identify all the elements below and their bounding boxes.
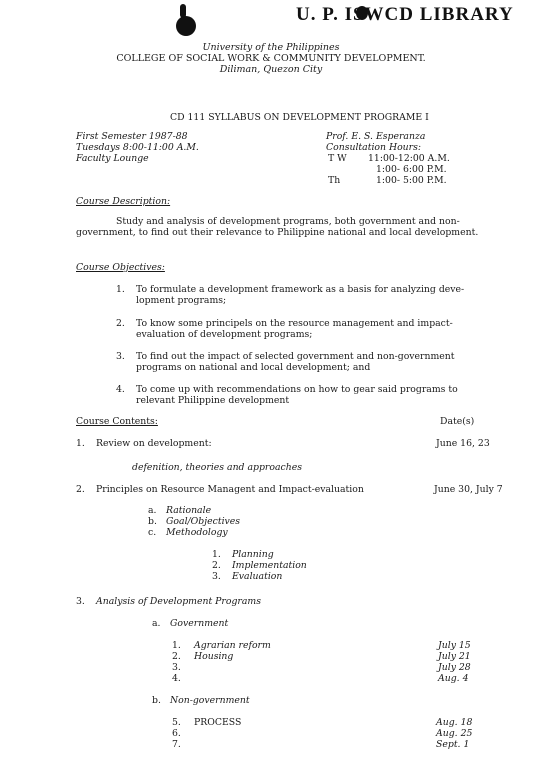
ink-blot — [180, 4, 186, 18]
dates-heading: Date(s) — [440, 416, 475, 427]
program-date: July 21 — [438, 651, 471, 662]
program-date: Aug. 18 — [436, 717, 473, 728]
sub-item: Rationale — [166, 505, 212, 516]
objective-line: programs on national and local development; and — [136, 362, 371, 373]
program-number: 7. — [172, 739, 181, 750]
sub-letter: b. — [152, 695, 161, 706]
program-date: July 15 — [438, 640, 471, 651]
sub-letter: a. — [152, 618, 161, 629]
sub-item: Goal/Objectives — [166, 516, 241, 527]
objective-line: relevant Philippine development — [136, 395, 290, 406]
content-number: 2. — [76, 484, 85, 495]
objectives-heading: Course Objectives: — [76, 262, 165, 273]
content-number: 1. — [76, 438, 85, 449]
objective-number: 3. — [116, 351, 125, 362]
schedule-info: Tuesdays 8:00-11:00 A.M. — [76, 142, 199, 153]
program-date: Aug. 25 — [436, 728, 473, 739]
program-number: 4. — [172, 673, 181, 684]
program-number: 6. — [172, 728, 181, 739]
step-item: Planning — [232, 549, 274, 560]
objective-line: To come up with recommendations on how to gear said programs to — [136, 384, 458, 395]
content-date: June 16, 23 — [436, 438, 490, 449]
college-location: Diliman, Quezon City — [219, 64, 323, 75]
objective-line: lopment programs; — [136, 295, 227, 306]
program-date: July 28 — [438, 662, 471, 673]
content-topic: Analysis of Development Programs — [96, 596, 261, 607]
program-name: Agrarian reform — [194, 640, 271, 651]
program-number: 2. — [172, 651, 181, 662]
library-stamp: U. P. ISWCD LIBRARY — [296, 4, 514, 25]
consultation-time: 11:00-12:00 A.M. — [368, 153, 450, 164]
description-text: Study and analysis of development programs, both government and non-government, to find out their relevance to Philippine national and local development. — [76, 216, 479, 238]
ink-blot — [176, 16, 196, 36]
objective-number: 1. — [116, 284, 125, 295]
sub-item: Methodology — [166, 527, 228, 538]
content-date: June 30, July 7 — [434, 484, 503, 495]
consultation-label: Consultation Hours: — [326, 142, 421, 153]
step-number: 1. — [212, 549, 221, 560]
program-number: 3. — [172, 662, 181, 673]
semester-info: First Semester 1987-88 — [76, 131, 188, 142]
consultation-time: 1:00- 5:00 P.M. — [376, 175, 447, 186]
program-number: 5. — [172, 717, 181, 728]
objective-line: To find out the impact of selected government and non-government — [136, 351, 455, 362]
contents-heading: Course Contents: — [76, 416, 158, 427]
consultation-day: T W — [328, 153, 347, 164]
consultation-day: Th — [328, 175, 341, 186]
step-item: Evaluation — [232, 571, 283, 582]
step-number: 2. — [212, 560, 221, 571]
sub-letter: a. — [148, 505, 157, 516]
step-number: 3. — [212, 571, 221, 582]
step-item: Implementation — [232, 560, 307, 571]
college-name: COLLEGE OF SOCIAL WORK & COMMUNITY DEVELOPMENT. — [116, 53, 426, 64]
description-heading: Course Description: — [76, 196, 171, 207]
objective-line: evaluation of development programs; — [136, 329, 313, 340]
sub-heading-government: Government — [170, 618, 229, 629]
program-name: PROCESS — [194, 717, 242, 728]
content-topic: Principles on Resource Managent and Impact-evaluation — [96, 484, 364, 495]
objective-line: To formulate a development framework as a basis for analyzing deve- — [136, 284, 465, 295]
program-date: Sept. 1 — [436, 739, 470, 750]
program-date: Aug. 4 — [438, 673, 469, 684]
consultation-time: 1:00- 6:00 P.M. — [376, 164, 447, 175]
content-subtopic: defenition, theories and approaches — [132, 462, 302, 473]
objective-number: 4. — [116, 384, 125, 395]
venue-info: Faculty Lounge — [76, 153, 149, 164]
professor-name: Prof. E. S. Esperanza — [326, 131, 426, 142]
program-name: Housing — [194, 651, 234, 662]
sub-letter: c. — [148, 527, 157, 538]
sub-letter: b. — [148, 516, 157, 527]
objective-number: 2. — [116, 318, 125, 329]
syllabus-title: CD 111 SYLLABUS ON DEVELOPMENT PROGRAME I — [170, 112, 429, 123]
objective-line: To know some principels on the resource management and impact- — [136, 318, 453, 329]
content-topic: Review on development: — [96, 438, 212, 449]
sub-heading-nongovernment: Non-government — [170, 695, 250, 706]
university-name: University of the Philippines — [202, 42, 340, 53]
content-number: 3. — [76, 596, 85, 607]
program-number: 1. — [172, 640, 181, 651]
